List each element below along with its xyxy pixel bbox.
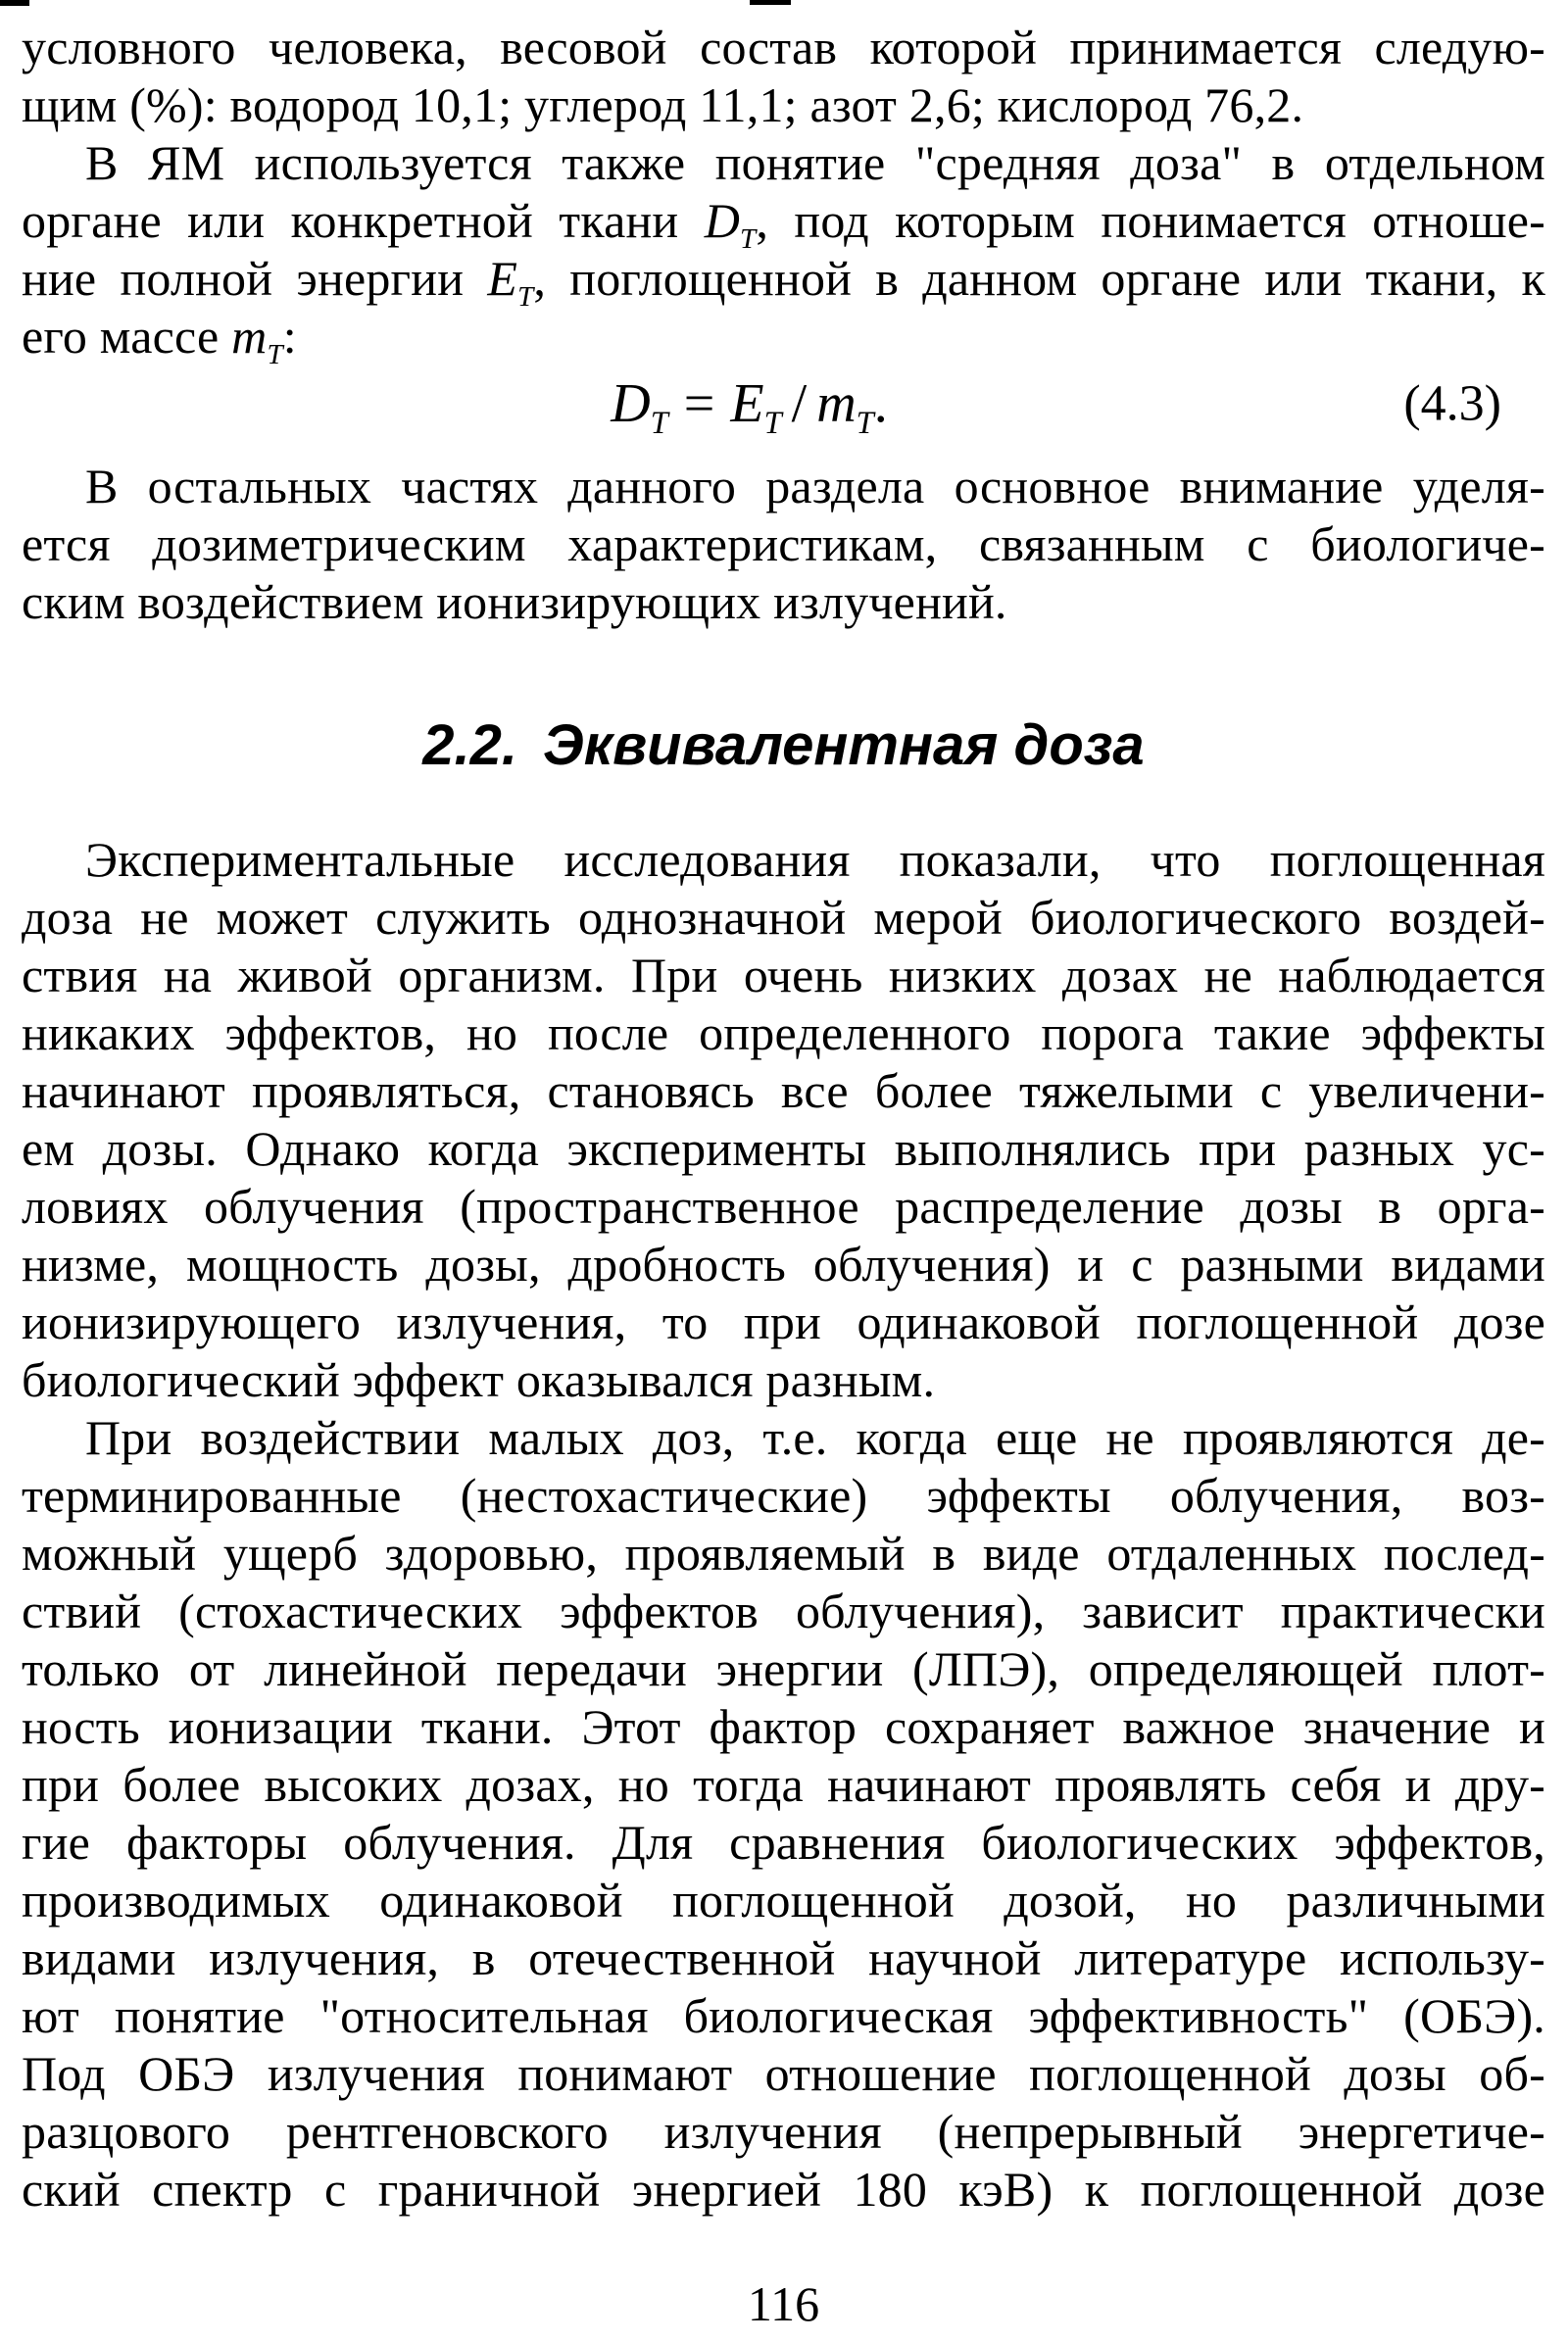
section-heading [22,715,1545,776]
text-line: ионизирующего излучения, то при одинаковой поглощенной дозе [22,1294,1545,1349]
text-line: ется дозиметрическим характеристикам, связанным с биологиче- [22,516,1545,571]
text-line: можный ущерб здоровью, проявляемый в виде отдаленных послед- [22,1526,1545,1581]
text-line: ем дозы. Однако когда эксперименты выполнялись при разных ус- [22,1121,1545,1176]
text-segment: ние полной энергии [22,251,488,306]
text-segment: органе или конкретной ткани [22,193,705,248]
section-number: 2.2. [422,713,518,777]
division-slash: / [791,373,808,434]
text-line: В ЯМ используется также понятие "средняя доза" в отдельном [85,135,1545,190]
math-subscript: T [763,406,782,442]
text-line: При воздействии малых доз, т.е. когда еще не проявляются де- [85,1410,1545,1465]
text-line: ность ионизации ткани. Этот фактор сохраняет важное значение и [22,1699,1545,1754]
text-line: ют понятие "относительная биологическая эффективность" (ОБЭ). [22,1988,1545,2043]
math-variable: D [611,373,651,434]
text-line: щим (%): водород 10,1; углерод 11,1; азот 2,6; кислород 76,2. [22,77,1304,132]
text-line: ствия на живой организм. При очень низких дозах не наблюдается [22,948,1545,1002]
text-line: доза не может служить однозначной мерой биологического воздей- [22,890,1545,945]
math-subscript: T [740,223,757,255]
equation-number: (4.3) [1403,375,1501,432]
math-variable: m [231,309,268,364]
text-line: ским воздействием ионизирующих излучений. [22,574,1007,629]
text-line: при более высоких дозах, но тогда начинают проявлять себя и дру- [22,1757,1545,1812]
math-variable: D [704,193,741,248]
math-variable: m [816,373,857,434]
text-line: условного человека, весовой состав которой принимается следую- [22,20,1545,74]
text-line: производимых одинаковой поглощенной дозой, но различными [22,1873,1545,1927]
text-segment: его массе [22,309,232,364]
text-line: ствий (стохастических эффектов облучения), зависит практически [22,1584,1545,1638]
text-line: видами излучения, в отечественной научной литературе использу- [22,1930,1545,1985]
equals-sign: = [683,373,715,434]
text-line: разцового рентгеновского излучения (непрерывный энергетиче- [22,2104,1545,2159]
section-title: Эквивалентная доза [543,713,1145,777]
math-variable: E [730,373,764,434]
text-line: Под ОБЭ излучения понимают отношение поглощенной дозы об- [22,2046,1545,2101]
text-line: низме, мощность дозы, дробность облучения) и с разными видами [22,1237,1545,1292]
equation-row [22,366,1545,442]
text-segment: , под которым понимается отноше- [756,193,1545,248]
math-subscript: T [650,406,668,442]
text-line: никаких эффектов, но после определенного порога такие эффекты [22,1005,1545,1060]
math-variable: E [487,251,518,306]
text-line: В остальных частях данного раздела основное внимание уделя- [85,459,1545,513]
text-line: биологический эффект оказывался разным. [22,1352,936,1407]
text-line: начинают проявляться, становясь все более тяжелыми с увеличени- [22,1063,1545,1118]
equation [611,372,888,442]
math-subscript: T [517,281,534,313]
text-line: ловиях облучения (пространственное распределение дозы в орга- [22,1179,1545,1234]
text-line-with-math [22,308,1545,370]
text-line: только от линейной передачи энергии (ЛПЭ), определяющей плот- [22,1641,1545,1696]
text-segment: , поглощенной в данном органе или ткани, к [533,251,1545,306]
period: . [873,373,888,434]
math-subscript: T [856,406,874,442]
page-number: 116 [747,2276,820,2331]
text-line: гие факторы облучения. Для сравнения биологических эффектов, [22,1815,1545,1870]
text-segment: : [282,309,297,364]
text-line: терминированные (нестохастические) эффекты облучения, воз- [22,1468,1545,1523]
text-line: ский спектр с граничной энергией 180 кэВ) к поглощенной дозе [22,2162,1545,2217]
text-line-with-math [22,192,1545,255]
text-line-with-math [22,250,1545,313]
math-subscript: T [267,339,283,370]
text-line: Экспериментальные исследования показали, что поглощенная [85,832,1545,887]
